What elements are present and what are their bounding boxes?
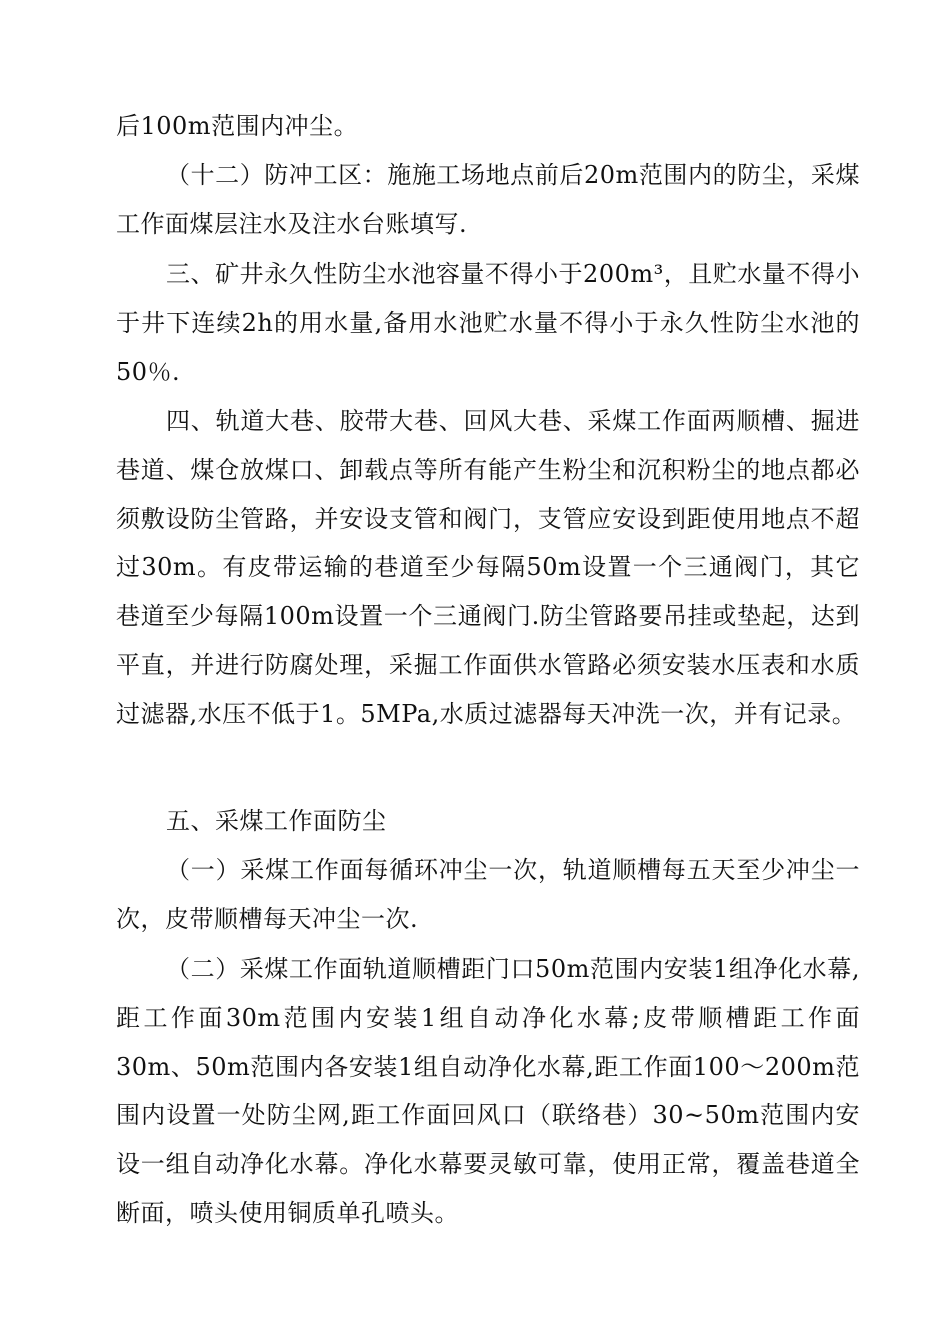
paragraph-section-3: 三、矿井永久性防尘水池容量不得小于200m³，且贮水量不得小于井下连续2h的用水量,备用水池贮水量不得小于永久性防尘水池的50％.: [116, 260, 860, 386]
paragraph-item-1: （一）采煤工作面每循环冲尘一次，轨道顺槽每五天至少冲尘一次，皮带顺槽每天冲尘一次.: [116, 856, 860, 933]
section-heading-5: 五、采煤工作面防尘: [166, 807, 387, 835]
paragraph-item-2: （二）采煤工作面轨道顺槽距门口50m范围内安装1组净化水幕,距工作面30m范围内安装1组自动净化水幕;皮带顺槽距工作面30m、50m范围内各安装1组自动净化水幕,距工作面100～200m范围内设置一处防尘网,距工作面回风口（联络巷）30~50m范围内安设一组自动净化水幕。净化水幕要灵敏可靠，使用正常，覆盖巷道全断面，喷头使用铜质单孔喷头。: [116, 955, 860, 1227]
paragraph-section-4: 四、轨道大巷、胶带大巷、回风大巷、采煤工作面两顺槽、掘进巷道、煤仓放煤口、卸载点等所有能产生粉尘和沉积粉尘的地点都必须敷设防尘管路，并安设支管和阀门，支管应安设到距使用地点不超过30m。有皮带运输的巷道至少每隔50m设置一个三通阀门，其它巷道至少每隔100m设置一个三通阀门.防尘管路要吊挂或垫起，达到平直，并进行防腐处理，采掘工作面供水管路必须安装水压表和水质过滤器,水压不低于1。5MPa,水质过滤器每天冲洗一次，并有记录。: [116, 407, 860, 728]
paragraph-item-12: （十二）防冲工区：施施工场地点前后20m范围内的防尘，采煤工作面煤层注水及注水台账填写.: [116, 161, 860, 238]
paragraph-continuation: 后100m范围内冲尘。: [116, 112, 359, 140]
